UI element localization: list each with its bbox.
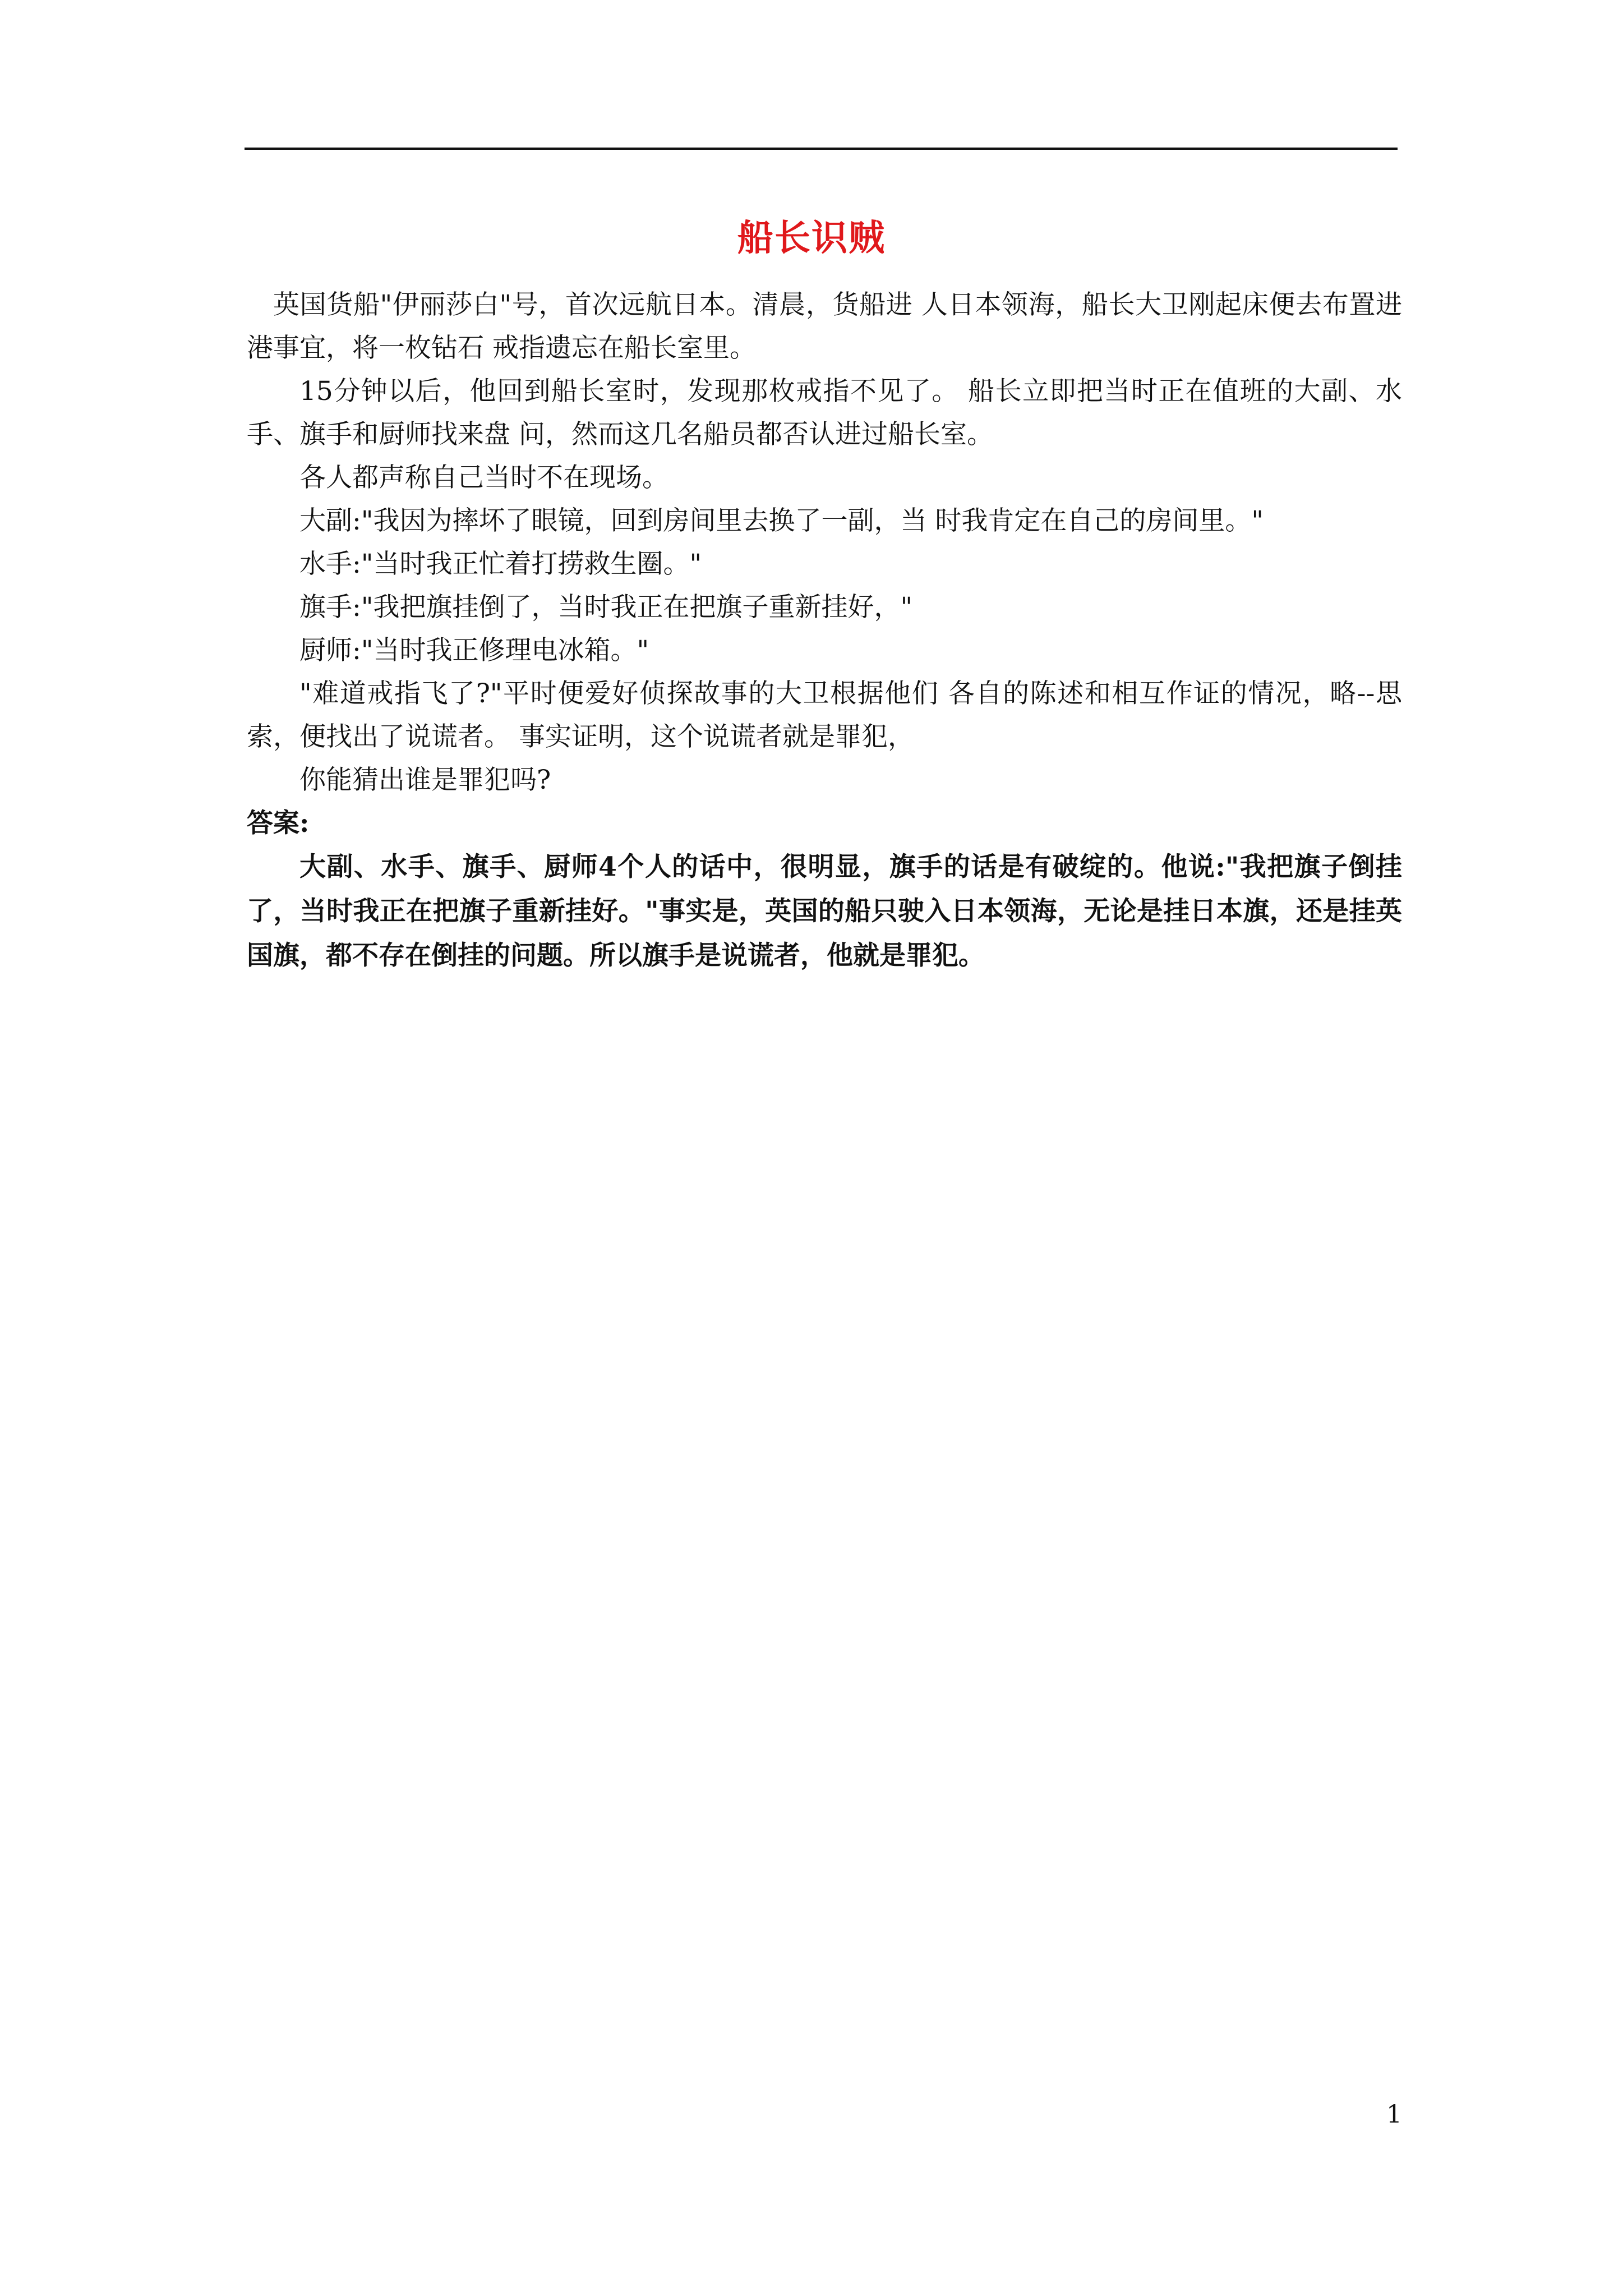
statement-flagman: 旗手:"我把旗挂倒了，当时我正在把旗子重新挂好，" (299, 592, 913, 623)
question: 你能猜出谁是罪犯吗? (299, 765, 551, 795)
statement-sailor: 水手:"当时我正忙着打捞救生圈。" (299, 549, 702, 579)
story-paragraph: 各人都声称自己当时不在现场。 (299, 462, 668, 493)
page-title: 船长识贼 (737, 217, 886, 259)
page-number: 1 (1386, 2100, 1402, 2129)
answer-text: 大副、水手、旗手、厨师4个人的话中，很明显，旗手的话是有破绽的。他说:"我把旗子倒挂了，当时我正在把旗子重新挂好。"事实是，英国的船只驶入日本领海，无论是挂日本旗，还是挂英国旗，都不存在倒挂的问题。所以旗手是说谎者，他就是罪犯。 (247, 852, 1402, 971)
statement-cook: 厨师:"当时我正修理电冰箱。" (299, 635, 649, 666)
document-body (247, 283, 1402, 978)
story-paragraph: 15分钟以后，他回到船长室时，发现那枚戒指不见了。 船长立即把当时正在值班的大副、水手、旗手和厨师找来盘 问，然而这几名船员都否认进过船长室。 (247, 376, 1402, 450)
header-rule (245, 148, 1398, 150)
story-paragraph: "难道戒指飞了?"平时便爱好侦探故事的大卫根据他们 各自的陈述和相互作证的情况，略--思索，便找出了说谎者。 事实证明，这个说谎者就是罪犯， (247, 678, 1402, 752)
statement-first-mate: 大副:"我因为摔坏了眼镜，回到房间里去换了一副，当 时我肯定在自己的房间里。" (299, 505, 1264, 536)
story-paragraph: 英国货船"伊丽莎白"号，首次远航日本。清晨，货船进 人日本领海，船长大卫刚起床便去布置进港事宜，将一枚钻石 戒指遗忘在船长室里。 (247, 289, 1402, 364)
answer-label: 答案: (247, 808, 310, 839)
